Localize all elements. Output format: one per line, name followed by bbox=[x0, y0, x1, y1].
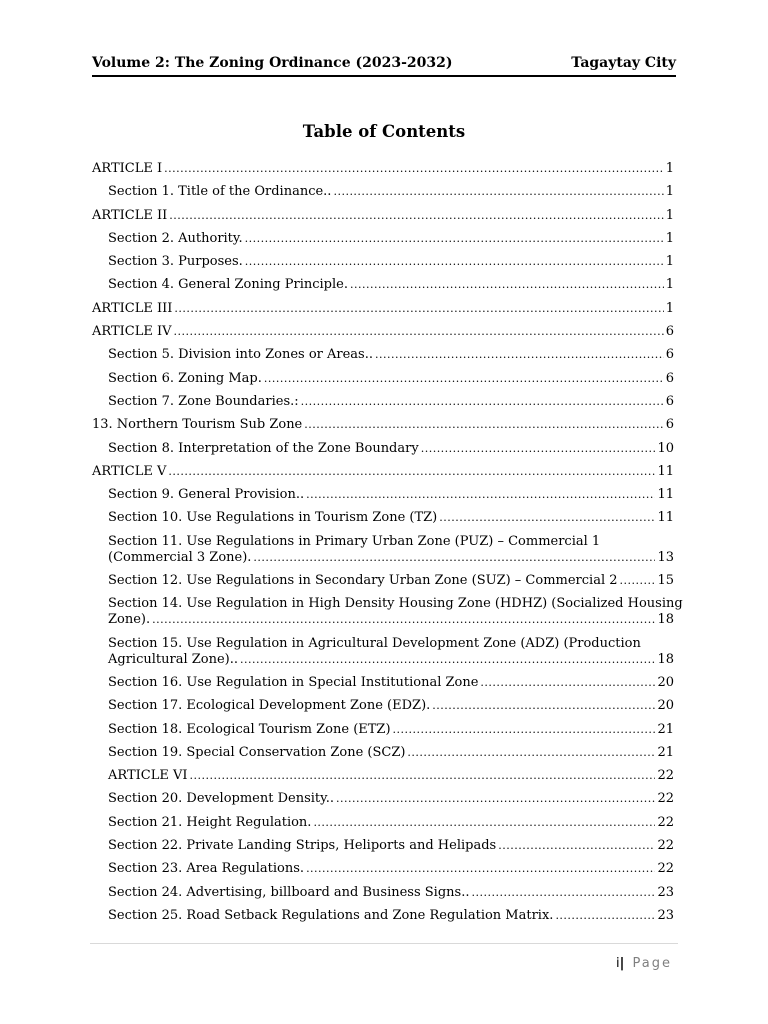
toc-entry-text: Section 23. Area Regulations. bbox=[108, 861, 305, 877]
dot-leader bbox=[393, 722, 656, 738]
dot-leader bbox=[620, 573, 656, 589]
toc-entry-text: 13. Northern Tourism Sub Zone bbox=[92, 417, 303, 433]
toc-entry-page: 1 bbox=[665, 207, 674, 223]
toc-entry-text: Zone). bbox=[108, 612, 151, 628]
toc-entry-page: 23 bbox=[657, 907, 674, 923]
toc-entry-page: 20 bbox=[657, 674, 674, 690]
toc-entry[interactable] bbox=[92, 510, 674, 526]
toc-entry-page: 22 bbox=[657, 791, 674, 807]
toc-entry-text: ARTICLE II bbox=[92, 207, 168, 223]
toc-entry-text: Section 2. Authority. bbox=[108, 230, 243, 246]
dot-leader bbox=[421, 441, 656, 457]
page-number: i bbox=[616, 956, 620, 971]
toc-entry-page: 6 bbox=[665, 417, 674, 433]
dot-leader bbox=[333, 184, 663, 200]
page-header bbox=[92, 55, 676, 77]
toc-entry-page: 15 bbox=[657, 573, 674, 589]
toc-entry[interactable] bbox=[92, 908, 674, 924]
dot-leader bbox=[245, 254, 664, 270]
toc-entry-text: Section 6. Zoning Map. bbox=[108, 370, 262, 386]
toc-entry-page: 13 bbox=[657, 549, 674, 565]
dot-leader bbox=[304, 417, 663, 433]
toc-entry[interactable] bbox=[92, 768, 674, 784]
toc-entry-text: Section 18. Ecological Tourism Zone (ETZ) bbox=[108, 721, 391, 737]
dot-leader bbox=[174, 301, 663, 317]
toc-entry-page: 1 bbox=[665, 277, 674, 293]
dot-leader bbox=[301, 394, 664, 410]
footer-separator: | bbox=[619, 956, 625, 971]
toc-entry-page: 1 bbox=[665, 184, 674, 200]
table-of-contents bbox=[92, 161, 683, 931]
page-label: Page bbox=[632, 956, 672, 971]
toc-entry-text: Section 7. Zone Boundaries.: bbox=[108, 393, 299, 409]
toc-entry-text: Section 9. General Provision.. bbox=[108, 487, 305, 503]
toc-entry[interactable] bbox=[92, 885, 674, 901]
toc-entry[interactable] bbox=[92, 301, 674, 317]
dot-leader bbox=[336, 791, 655, 807]
toc-entry-text: ARTICLE I bbox=[92, 161, 163, 176]
toc-entry-page: 10 bbox=[657, 440, 674, 456]
toc-entry-page: 6 bbox=[665, 393, 674, 409]
dot-leader bbox=[407, 745, 655, 761]
toc-entry-text-line1: Section 14. Use Regulation in High Density Housing Zone (HDHZ) (Socialized Housing bbox=[108, 596, 683, 612]
toc-entry-text: Section 12. Use Regulations in Secondary Urban Zone (SUZ) – Commercial 2 bbox=[108, 573, 618, 589]
toc-entry-text: Agricultural Zone).. bbox=[108, 651, 239, 667]
toc-entry[interactable] bbox=[92, 675, 674, 691]
toc-entry-text: Section 17. Ecological Development Zone (EDZ). bbox=[108, 698, 431, 714]
toc-entry[interactable] bbox=[92, 184, 674, 200]
dot-leader bbox=[173, 324, 663, 340]
toc-entry-text: ARTICLE III bbox=[92, 300, 173, 316]
toc-entry-page: 11 bbox=[657, 463, 674, 479]
toc-entry-text: Section 25. Road Setback Regulations and Zone Regulation Matrix. bbox=[108, 907, 554, 923]
dot-leader bbox=[439, 510, 655, 526]
toc-entry-text-line1: Section 15. Use Regulation in Agricultural Development Zone (ADZ) (Production bbox=[108, 635, 641, 651]
dot-leader bbox=[471, 885, 655, 901]
toc-entry[interactable] bbox=[92, 698, 674, 714]
toc-entry-page: 21 bbox=[657, 721, 674, 737]
toc-entry-page: 23 bbox=[657, 884, 674, 900]
footer-divider bbox=[90, 943, 678, 944]
toc-entry[interactable] bbox=[92, 161, 674, 177]
toc-entry-page: 20 bbox=[657, 698, 674, 714]
toc-entry-page: 11 bbox=[657, 487, 674, 503]
toc-entry-text: ARTICLE VI bbox=[108, 768, 188, 784]
toc-entry[interactable] bbox=[92, 394, 674, 410]
toc-entry[interactable] bbox=[92, 464, 674, 480]
dot-leader bbox=[164, 161, 664, 177]
toc-entry-text: Section 8. Interpretation of the Zone Boundary bbox=[108, 440, 419, 456]
toc-entry[interactable] bbox=[92, 791, 674, 807]
toc-entry-page: 18 bbox=[657, 612, 674, 628]
toc-entry-text: Section 19. Special Conservation Zone (SCZ) bbox=[108, 744, 406, 760]
toc-entry-text: Section 3. Purposes. bbox=[108, 254, 243, 270]
toc-entry-page: 22 bbox=[657, 814, 674, 830]
toc-entry-page: 22 bbox=[657, 768, 674, 784]
toc-entry-text: ARTICLE IV bbox=[92, 324, 172, 340]
toc-entry[interactable] bbox=[92, 347, 674, 363]
dot-leader bbox=[313, 815, 655, 831]
toc-entry[interactable] bbox=[92, 324, 674, 340]
toc-entry-page: 6 bbox=[665, 370, 674, 386]
toc-entry[interactable] bbox=[92, 371, 674, 387]
toc-entry-text: ARTICLE V bbox=[92, 463, 167, 479]
toc-entry-page: 21 bbox=[657, 744, 674, 760]
dot-leader bbox=[498, 838, 655, 854]
dot-leader bbox=[432, 698, 655, 714]
toc-entry[interactable] bbox=[92, 487, 674, 503]
dot-leader bbox=[245, 231, 664, 247]
dot-leader bbox=[264, 371, 664, 387]
dot-leader bbox=[375, 347, 664, 363]
dot-leader bbox=[555, 908, 655, 924]
toc-entry[interactable] bbox=[92, 417, 674, 433]
toc-entry-page: 1 bbox=[665, 254, 674, 270]
toc-entry-page: 11 bbox=[657, 510, 674, 526]
toc-entry-page: 6 bbox=[665, 324, 674, 340]
dot-leader bbox=[240, 652, 655, 668]
dot-leader bbox=[306, 861, 655, 877]
toc-entry-page: 6 bbox=[665, 347, 674, 363]
toc-entry-text: Section 10. Use Regulations in Tourism Zone (TZ) bbox=[108, 510, 438, 526]
toc-entry[interactable] bbox=[92, 815, 674, 831]
toc-entry[interactable] bbox=[92, 861, 674, 877]
toc-entry-text: (Commercial 3 Zone). bbox=[108, 549, 252, 565]
toc-entry-text: Section 22. Private Landing Strips, Heliports and Helipads bbox=[108, 838, 497, 854]
toc-entry-text: Section 16. Use Regulation in Special Institutional Zone bbox=[108, 674, 479, 690]
toc-entry[interactable] bbox=[92, 534, 674, 566]
dot-leader bbox=[306, 487, 655, 503]
toc-heading: Table of Contents bbox=[302, 122, 466, 141]
toc-entry-page: 18 bbox=[657, 651, 674, 667]
toc-entry[interactable] bbox=[92, 441, 674, 457]
toc-entry[interactable] bbox=[92, 231, 674, 247]
toc-entry-page: 22 bbox=[657, 838, 674, 854]
toc-entry[interactable] bbox=[92, 636, 674, 668]
toc-entry-page: 1 bbox=[665, 230, 674, 246]
toc-entry[interactable] bbox=[92, 722, 674, 738]
dot-leader bbox=[152, 612, 655, 628]
dot-leader bbox=[168, 464, 655, 480]
dot-leader bbox=[253, 550, 655, 566]
toc-entry-page: 1 bbox=[665, 161, 674, 176]
page-footer bbox=[616, 956, 672, 971]
city-name: Tagaytay City bbox=[571, 55, 676, 71]
toc-entry[interactable] bbox=[92, 277, 674, 293]
toc-entry-text: Section 24. Advertising, billboard and Business Signs.. bbox=[108, 884, 470, 900]
toc-entry-text: Section 20. Development Density.. bbox=[108, 791, 335, 807]
dot-leader bbox=[189, 768, 655, 784]
toc-entry-text: Section 21. Height Regulation. bbox=[108, 814, 312, 830]
toc-entry[interactable] bbox=[92, 573, 674, 589]
dot-leader bbox=[169, 208, 663, 224]
toc-entry[interactable] bbox=[92, 745, 674, 761]
dot-leader bbox=[350, 277, 664, 293]
toc-entry-page: 22 bbox=[657, 861, 674, 877]
toc-entry[interactable] bbox=[92, 596, 683, 628]
toc-entry-text-line1: Section 11. Use Regulations in Primary Urban Zone (PUZ) – Commercial 1 bbox=[108, 533, 601, 549]
toc-entry-text: Section 5. Division into Zones or Areas.. bbox=[108, 347, 373, 363]
dot-leader bbox=[480, 675, 655, 691]
toc-entry-text: Section 4. General Zoning Principle. bbox=[108, 277, 348, 293]
toc-entry[interactable] bbox=[92, 838, 674, 854]
toc-entry[interactable] bbox=[92, 254, 674, 270]
toc-entry-page: 1 bbox=[665, 300, 674, 316]
toc-entry-text: Section 1. Title of the Ordinance.. bbox=[108, 184, 332, 200]
document-title: Volume 2: The Zoning Ordinance (2023-2032) bbox=[92, 55, 453, 71]
toc-entry[interactable] bbox=[92, 208, 674, 224]
